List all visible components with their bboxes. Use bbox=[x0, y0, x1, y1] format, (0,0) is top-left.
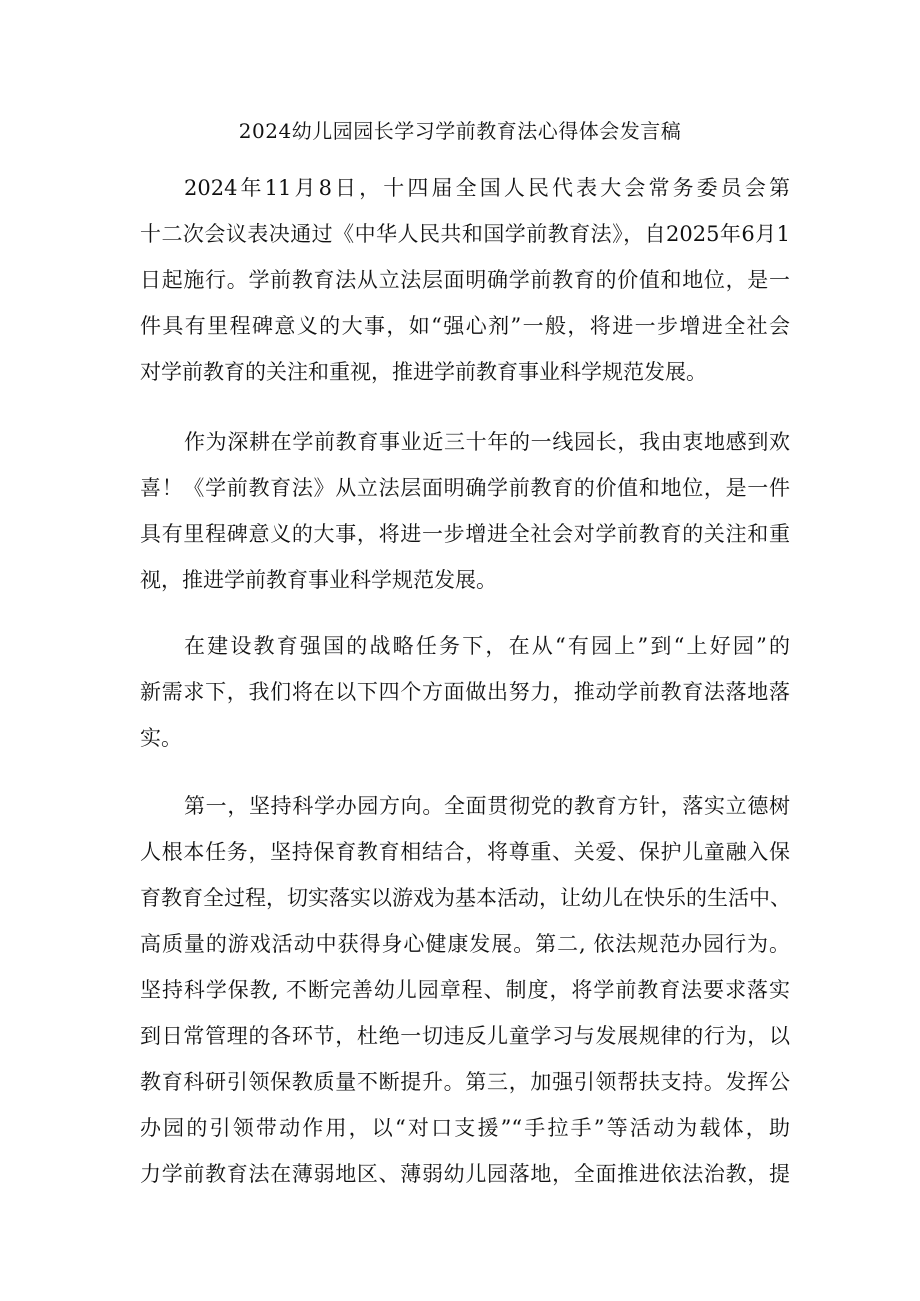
paragraph-line: 育教育全过程，切实落实以游戏为基本活动，让幼儿在快乐的生活中、 bbox=[140, 886, 791, 910]
paragraph-line: 视，推进学前教育事业科学规范发展。 bbox=[140, 568, 497, 592]
paragraph-line: 作为深耕在学前教育事业近三十年的一线园长，我由衷地感到欢 bbox=[184, 430, 790, 454]
paragraph-line: 对学前教育的关注和重视，推进学前教育事业科学规范发展。 bbox=[140, 360, 707, 384]
paragraph-line: 人根本任务，坚持保育教育相结合，将尊重、关爱、保护儿童融入保 bbox=[140, 840, 790, 864]
paragraph-line: 2024年11月8日，十四届全国人民代表大会常务委员会第 bbox=[184, 176, 790, 200]
paragraph-line: 高质量的游戏活动中获得身心健康发展。第二, 依法规范办园行为。 bbox=[140, 932, 790, 956]
paragraph-line: 日起施行。学前教育法从立法层面明确学前教育的价值和地位，是一 bbox=[140, 268, 790, 292]
paragraph-line: 到日常管理的各环节，杜绝一切违反儿童学习与发展规律的行为，以 bbox=[140, 1024, 790, 1048]
paragraph-line: 办园的引领带动作用，以“对口支援”“手拉手”等活动为载体，助 bbox=[140, 1116, 790, 1140]
paragraph-line: 喜！《学前教育法》从立法层面明确学前教育的价值和地位，是一件 bbox=[140, 476, 790, 500]
paragraph-line: 坚持科学保教, 不断完善幼儿园章程、制度，将学前教育法要求落实 bbox=[140, 978, 790, 1002]
paragraph-line: 具有里程碑意义的大事，将进一步增进全社会对学前教育的关注和重 bbox=[140, 522, 790, 546]
paragraph-line: 件具有里程碑意义的大事，如“强心剂”一般，将进一步增进全社会 bbox=[140, 314, 790, 338]
paragraph-line: 第一，坚持科学办园方向。全面贯彻党的教育方针，落实立德树 bbox=[184, 794, 790, 818]
document-title: 2024幼儿园园长学习学前教育法心得体会发言稿 bbox=[238, 119, 682, 143]
paragraph-line: 新需求下，我们将在以下四个方面做出努力，推动学前教育法落地落 bbox=[140, 680, 790, 704]
paragraph-line: 力学前教育法在薄弱地区、薄弱幼儿园落地，全面推进依法治教，提 bbox=[140, 1162, 790, 1186]
paragraph-line: 十二次会议表决通过《中华人民共和国学前教育法》，自2025年6月1 bbox=[140, 222, 790, 246]
paragraph-line: 实。 bbox=[140, 726, 182, 750]
paragraph-line: 在建设教育强国的战略任务下，在从“有园上”到“上好园”的 bbox=[184, 634, 790, 658]
paragraph-line: 教育科研引领保教质量不断提升。第三，加强引领帮扶支持。发挥公 bbox=[140, 1070, 790, 1094]
